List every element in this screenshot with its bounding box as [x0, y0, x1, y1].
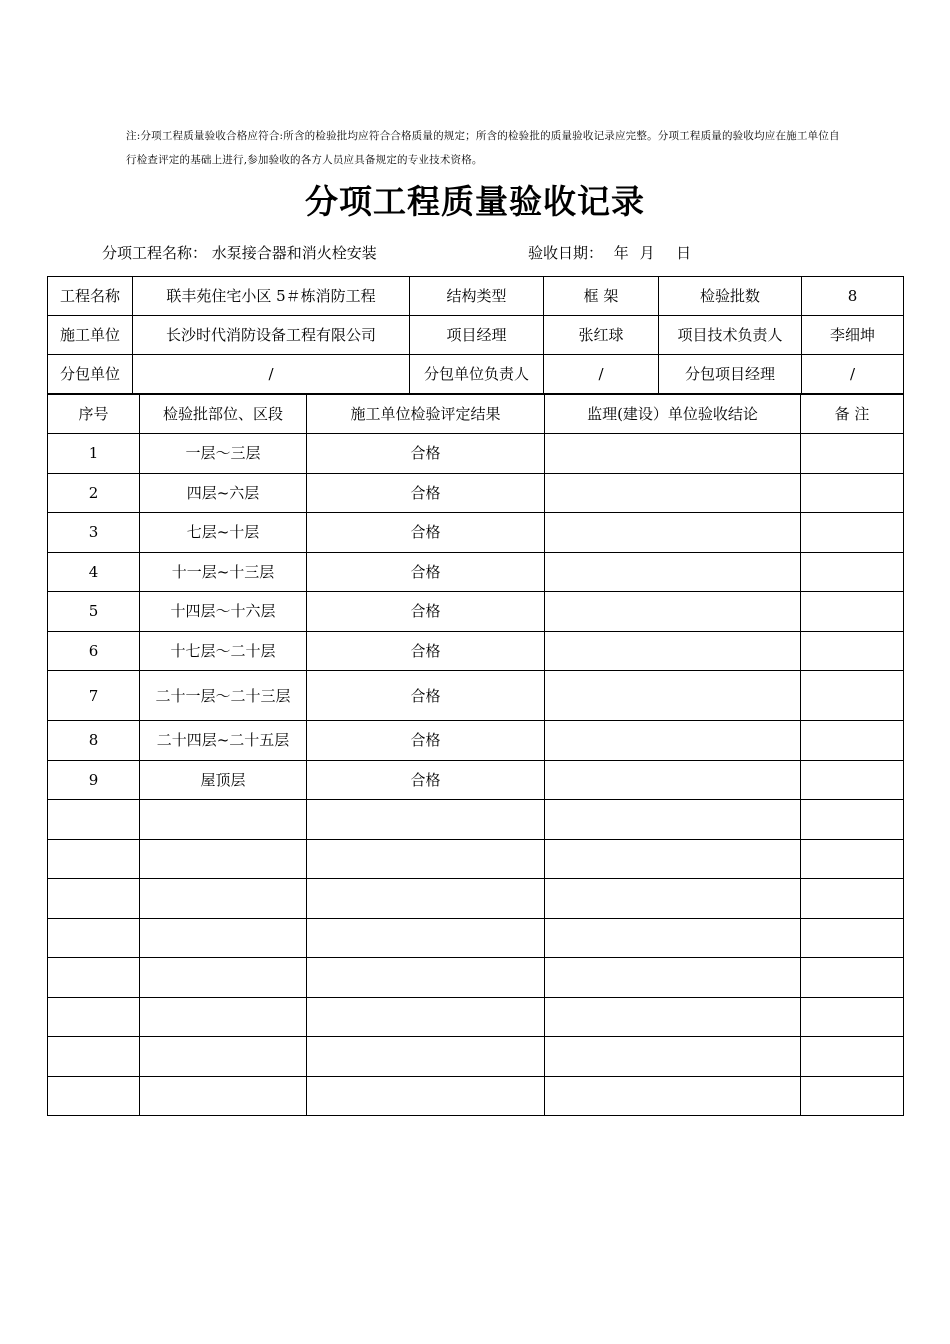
row-result: 合格 [307, 671, 545, 721]
row-result [307, 800, 545, 840]
info-label: 分包单位 [48, 355, 133, 394]
project-item-value: 水泵接合器和消火栓安装 [211, 244, 377, 262]
row-number: 9 [48, 760, 140, 800]
row-remark [801, 631, 904, 671]
row-number [48, 879, 140, 919]
table-header-row [48, 395, 904, 434]
acceptance-date-value: 年 月 日 [613, 244, 692, 262]
row-part [140, 958, 307, 998]
table-row [48, 434, 904, 474]
info-value: / [133, 355, 410, 394]
row-result: 合格 [307, 721, 545, 761]
info-label: 施工单位 [48, 316, 133, 355]
row-remark [801, 721, 904, 761]
row-number [48, 918, 140, 958]
row-number: 1 [48, 434, 140, 474]
table-row [48, 879, 904, 919]
row-part: 四层~六层 [140, 473, 307, 513]
row-part: 十七层～二十层 [140, 631, 307, 671]
project-item-label: 分项工程名称： [102, 244, 208, 262]
info-label: 分包单位负责人 [410, 355, 544, 394]
project-info-table [47, 276, 904, 394]
info-value: / [802, 355, 904, 394]
page-title: 分项工程质量验收记录 [305, 182, 645, 221]
info-value: 长沙时代消防设备工程有限公司 [133, 316, 410, 355]
row-remark [801, 800, 904, 840]
row-remark [801, 671, 904, 721]
row-part [140, 839, 307, 879]
row-part [140, 997, 307, 1037]
table-row [48, 1076, 904, 1116]
row-conclusion [545, 1037, 801, 1077]
row-remark [801, 839, 904, 879]
table-row [48, 839, 904, 879]
column-header: 施工单位检验评定结果 [307, 395, 545, 434]
row-remark [801, 592, 904, 632]
row-result: 合格 [307, 552, 545, 592]
row-result [307, 958, 545, 998]
info-value: 李细坤 [802, 316, 904, 355]
row-number: 4 [48, 552, 140, 592]
table-row [48, 958, 904, 998]
info-label: 结构类型 [410, 277, 544, 316]
row-remark [801, 958, 904, 998]
row-number: 6 [48, 631, 140, 671]
table-row [48, 1037, 904, 1077]
row-conclusion [545, 592, 801, 632]
row-part [140, 800, 307, 840]
row-conclusion [545, 473, 801, 513]
table-row [48, 592, 904, 632]
row-result [307, 997, 545, 1037]
row-remark [801, 879, 904, 919]
info-value: 8 [802, 277, 904, 316]
row-result [307, 1076, 545, 1116]
row-remark [801, 513, 904, 553]
table-row [48, 721, 904, 761]
row-remark [801, 1037, 904, 1077]
row-remark [801, 552, 904, 592]
row-number [48, 839, 140, 879]
row-conclusion [545, 918, 801, 958]
table-row [48, 760, 904, 800]
row-conclusion [545, 631, 801, 671]
inspection-batch-table [47, 394, 904, 1116]
row-conclusion [545, 552, 801, 592]
row-conclusion [545, 839, 801, 879]
table-row [48, 671, 904, 721]
info-row-contractor [48, 316, 904, 355]
column-header: 序号 [48, 395, 140, 434]
row-conclusion [545, 879, 801, 919]
project-item-line [102, 242, 377, 263]
row-part [140, 1037, 307, 1077]
row-part: 十一层~十三层 [140, 552, 307, 592]
row-remark [801, 918, 904, 958]
table-row [48, 552, 904, 592]
row-part [140, 879, 307, 919]
table-row [48, 800, 904, 840]
info-value: 框 架 [544, 277, 659, 316]
row-result [307, 839, 545, 879]
row-part: 屋顶层 [140, 760, 307, 800]
row-result: 合格 [307, 513, 545, 553]
column-header: 备 注 [801, 395, 904, 434]
row-result: 合格 [307, 760, 545, 800]
row-conclusion [545, 800, 801, 840]
table-row [48, 513, 904, 553]
info-label: 项目技术负责人 [659, 316, 802, 355]
info-label: 检验批数 [659, 277, 802, 316]
table-row [48, 918, 904, 958]
row-remark [801, 760, 904, 800]
row-conclusion [545, 958, 801, 998]
acceptance-date-line [528, 242, 691, 263]
info-label: 项目经理 [410, 316, 544, 355]
row-part: 十四层～十六层 [140, 592, 307, 632]
info-row-subcontractor [48, 355, 904, 394]
row-number: 3 [48, 513, 140, 553]
row-part: 二十一层～二十三层 [140, 671, 307, 721]
row-result: 合格 [307, 631, 545, 671]
row-result [307, 879, 545, 919]
info-label: 工程名称 [48, 277, 133, 316]
row-part: 一层～三层 [140, 434, 307, 474]
row-number [48, 1037, 140, 1077]
row-result [307, 918, 545, 958]
row-number: 2 [48, 473, 140, 513]
column-header: 检验批部位、区段 [140, 395, 307, 434]
row-result [307, 1037, 545, 1077]
row-conclusion [545, 671, 801, 721]
row-part [140, 1076, 307, 1116]
info-value: 联丰苑住宅小区 5＃栋消防工程 [133, 277, 410, 316]
row-part [140, 918, 307, 958]
info-row-project [48, 277, 904, 316]
row-number: 5 [48, 592, 140, 632]
row-number [48, 997, 140, 1037]
info-label: 分包项目经理 [659, 355, 802, 394]
row-result: 合格 [307, 473, 545, 513]
row-result: 合格 [307, 434, 545, 474]
acceptance-date-label: 验收日期： [528, 244, 604, 262]
row-number [48, 800, 140, 840]
row-remark [801, 473, 904, 513]
row-conclusion [545, 997, 801, 1037]
acceptance-note: 注:分项工程质量验收合格应符合:所含的检验批均应符合合格质量的规定；所含的检验批的质量验收记录应完整。分项工程质量的验收均应在施工单位自行检查评定的基础上进行,参加验收的各方人员应具备规定的专业技术资格。 [126, 130, 840, 166]
row-number: 7 [48, 671, 140, 721]
info-value: / [544, 355, 659, 394]
row-conclusion [545, 721, 801, 761]
row-result: 合格 [307, 592, 545, 632]
row-conclusion [545, 760, 801, 800]
row-part: 七层~十层 [140, 513, 307, 553]
row-number [48, 1076, 140, 1116]
table-row [48, 473, 904, 513]
row-remark [801, 997, 904, 1037]
row-part: 二十四层~二十五层 [140, 721, 307, 761]
row-number [48, 958, 140, 998]
row-conclusion [545, 1076, 801, 1116]
row-remark [801, 434, 904, 474]
row-remark [801, 1076, 904, 1116]
row-conclusion [545, 513, 801, 553]
row-conclusion [545, 434, 801, 474]
row-number: 8 [48, 721, 140, 761]
column-header: 监理(建设）单位验收结论 [545, 395, 801, 434]
info-value: 张红球 [544, 316, 659, 355]
table-row [48, 997, 904, 1037]
table-row [48, 631, 904, 671]
